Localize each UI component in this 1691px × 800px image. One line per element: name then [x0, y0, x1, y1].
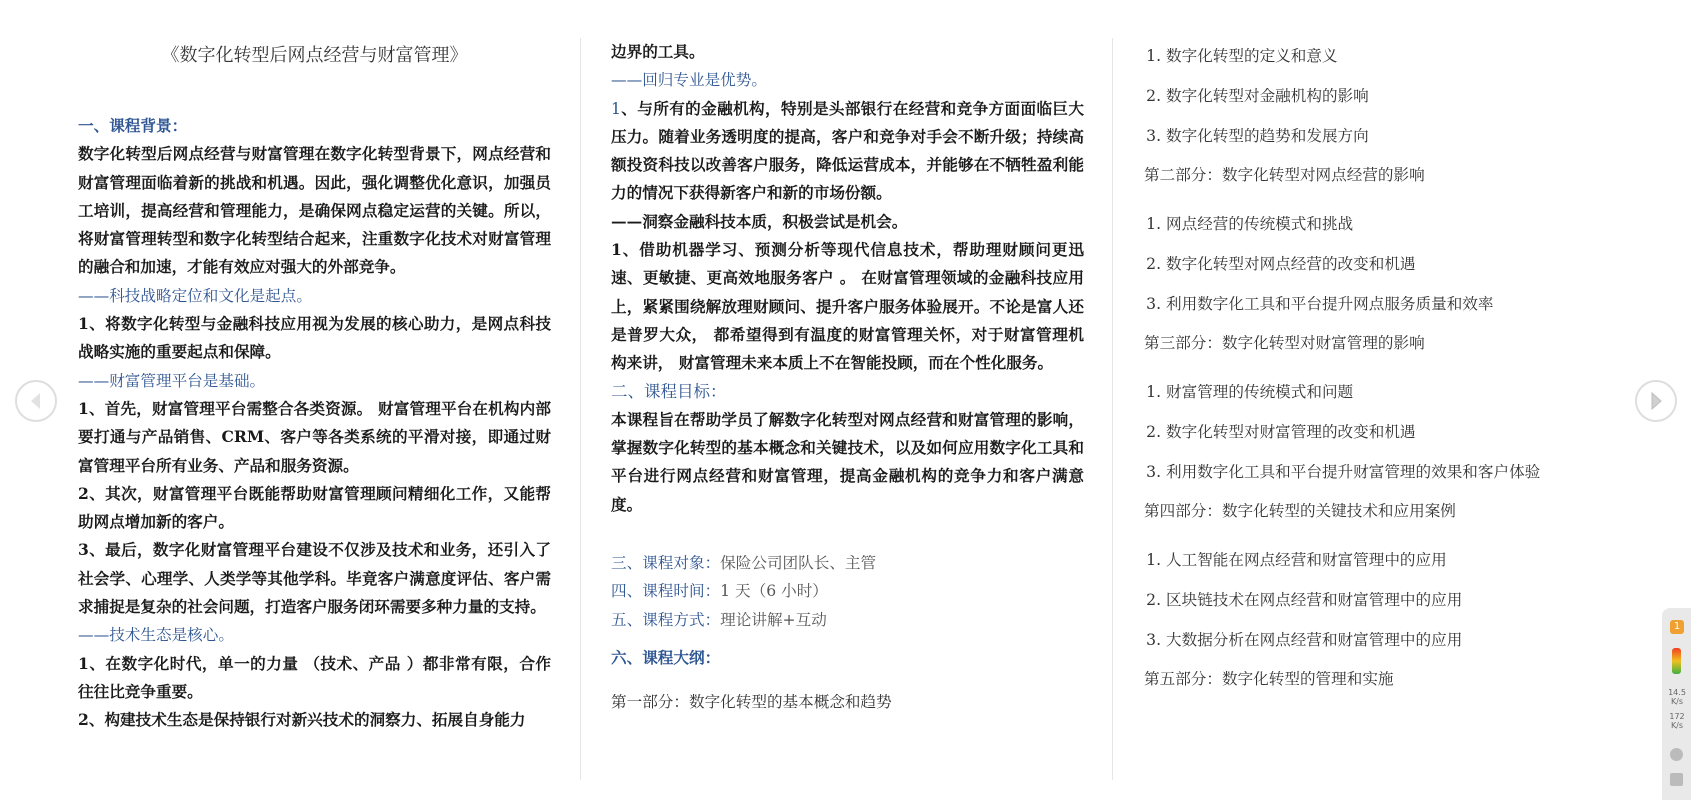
outline-part: 第四部分：数字化转型的关键技术和应用案例 [1144, 502, 1456, 520]
outline-part: 第一部分：数字化转型的基本概念和趋势 [611, 693, 892, 712]
list-item: 1. 数字化转型的定义和意义 [1166, 46, 1614, 66]
meter-icon [1672, 648, 1681, 674]
label: 三、课程对象： [611, 554, 721, 573]
list-item: 3. 利用数字化工具和平台提升网点服务质量和效率 [1166, 294, 1614, 314]
paragraph: 2、构建技术生态是保持银行对新兴技术的洞察力、拓展自身能力 [78, 710, 526, 730]
section-heading: 六、课程大纲： [611, 647, 721, 667]
clean-icon[interactable] [1670, 748, 1683, 761]
upload-speed [1664, 688, 1690, 706]
outline-list [1144, 46, 1614, 146]
list-item: 3. 利用数字化工具和平台提升财富管理的效果和客户体验 [1166, 462, 1614, 482]
column-divider [1112, 38, 1113, 780]
download-speed [1664, 712, 1690, 730]
label: 四、课程时间： [611, 582, 721, 601]
subheading: ——洞察金融科技本质，积极尝试是机会。 [611, 211, 908, 231]
section-heading: 二、课程目标： [611, 381, 727, 401]
outline-list [1144, 214, 1614, 314]
upload-speed-value: 14.5 [1668, 688, 1686, 697]
prev-page-button[interactable] [15, 380, 57, 422]
paragraph: 1、借助机器学习、预测分析等现代信息技术，帮助理财顾问更迅速、更敏捷、更高效地服务客户 。 在财富管理领域的金融科技应用上，紧紧围绕解放理财顾问、提升客户服务体验展开。不论是富人还是普罗大众， 都希望得到有温度的财富管理关怀，对于财富管理机构来讲， 财富管理未来本质上不在智能投顾，而在个性化服务。 [611, 240, 1084, 373]
paragraph: 1、首先，财富管理平台需整合各类资源。 财富管理平台在机构内部要打通与产品销售、CRM、客户等各类系统的平滑对接，即通过财富管理平台所有业务、产品和服务资源。 [78, 398, 551, 475]
outline-list [1144, 550, 1614, 650]
paragraph: 本课程旨在帮助学员了解数字化转型对网点经营和财富管理的影响，掌握数字化转型的基本概念和关键技术，以及如何应用数字化工具和平台进行网点经营和财富管理，提高金融机构的竞争力和客户满意度。 [611, 409, 1084, 514]
section-heading: 一、课程背景： [78, 116, 188, 135]
outline-part: 第二部分：数字化转型对网点经营的影响 [1144, 166, 1425, 184]
screenshot-icon[interactable] [1670, 773, 1683, 786]
page-column-3 [1144, 46, 1614, 718]
course-time [611, 577, 1084, 605]
list-item: 1. 网点经营的传统模式和挑战 [1166, 214, 1614, 234]
list-item: 3. 数字化转型的趋势和发展方向 [1166, 126, 1614, 146]
list-item: 2. 数字化转型对网点经营的改变和机遇 [1166, 254, 1614, 274]
page-column-2 [611, 38, 1084, 717]
value: 理论讲解+互动 [720, 610, 827, 629]
paragraph: 1、在数字化时代，单一的力量 （技术、产品 ）都非常有限，合作往往比竞争重要。 [78, 653, 551, 701]
chevron-left-icon [28, 392, 44, 410]
floating-speed-widget[interactable] [1662, 608, 1691, 800]
list-item: 2. 数字化转型对金融机构的影响 [1166, 86, 1614, 106]
value: 1 天（6 小时） [720, 582, 828, 601]
outline-part: 第三部分：数字化转型对财富管理的影响 [1144, 334, 1425, 352]
subheading: ——回归专业是优势。 [611, 71, 767, 90]
notification-badge: 1 [1670, 620, 1684, 634]
list-number: 1 [611, 99, 621, 118]
subheading: ——技术生态是核心。 [78, 626, 234, 645]
paragraph [611, 95, 1084, 208]
paragraph: 边界的工具。 [611, 42, 705, 61]
paragraph-text: 、与所有的金融机构，特别是头部银行在经营和竞争方面面临巨大压力。随着业务透明度的提高，客户和竞争对手会不断升级；持续高额投资科技以改善客户服务，降低运营成本，并能够在不牺牲盈利能力的情况下获得新客户和新的市场份额。 [611, 98, 1084, 203]
course-method [611, 606, 1084, 634]
value: 保险公司团队长、主管 [720, 554, 877, 573]
upload-speed-unit: K/s [1670, 697, 1684, 706]
subheading: ——财富管理平台是基础。 [78, 371, 266, 390]
doc-title: 《数字化转型后网点经营与财富管理》 [161, 45, 468, 66]
course-audience [611, 549, 1084, 577]
next-page-button[interactable] [1635, 380, 1677, 422]
list-item: 2. 区块链技术在网点经营和财富管理中的应用 [1166, 590, 1614, 610]
list-item: 1. 人工智能在网点经营和财富管理中的应用 [1166, 550, 1614, 570]
list-item: 3. 大数据分析在网点经营和财富管理中的应用 [1166, 630, 1614, 650]
paragraph: 2、其次，财富管理平台既能帮助财富管理顾问精细化工作，又能帮助网点增加新的客户。 [78, 483, 551, 532]
outline-list [1144, 382, 1614, 482]
label: 五、课程方式： [611, 610, 721, 629]
paragraph: 3、最后，数字化财富管理平台建设不仅涉及技术和业务，还引入了社会学、心理学、人类学等其他学科。毕竟客户满意度评估、客户需求捕捉是复杂的社会问题，打造客户服务闭环需要多种力量的支持。 [78, 540, 551, 617]
download-speed-value: 172 [1669, 712, 1685, 721]
list-item: 1. 财富管理的传统模式和问题 [1166, 382, 1614, 402]
download-speed-unit: K/s [1670, 721, 1684, 730]
subheading: ——科技战略定位和文化是起点。 [78, 286, 312, 305]
paragraph: 1、将数字化转型与金融科技应用视为发展的核心助力，是网点科技战略实施的重要起点和保障。 [78, 314, 551, 362]
list-item: 2. 数字化转型对财富管理的改变和机遇 [1166, 422, 1614, 442]
paragraph: 数字化转型后网点经营与财富管理在数字化转型背景下，网点经营和财富管理面临着新的挑战和机遇。因此，强化调整优化意识，加强员工培训，提高经营和管理能力，是确保网点稳定运营的关键。所以，将财富管理转型和数字化转型结合起来，注重数字化技术对财富管理的融合和加速，才能有效应对强大的外部竞争。 [78, 144, 551, 277]
page-column-1 [78, 34, 551, 735]
column-divider [580, 38, 581, 780]
outline-part: 第五部分：数字化转型的管理和实施 [1144, 670, 1394, 688]
play-right-icon [1648, 392, 1664, 410]
